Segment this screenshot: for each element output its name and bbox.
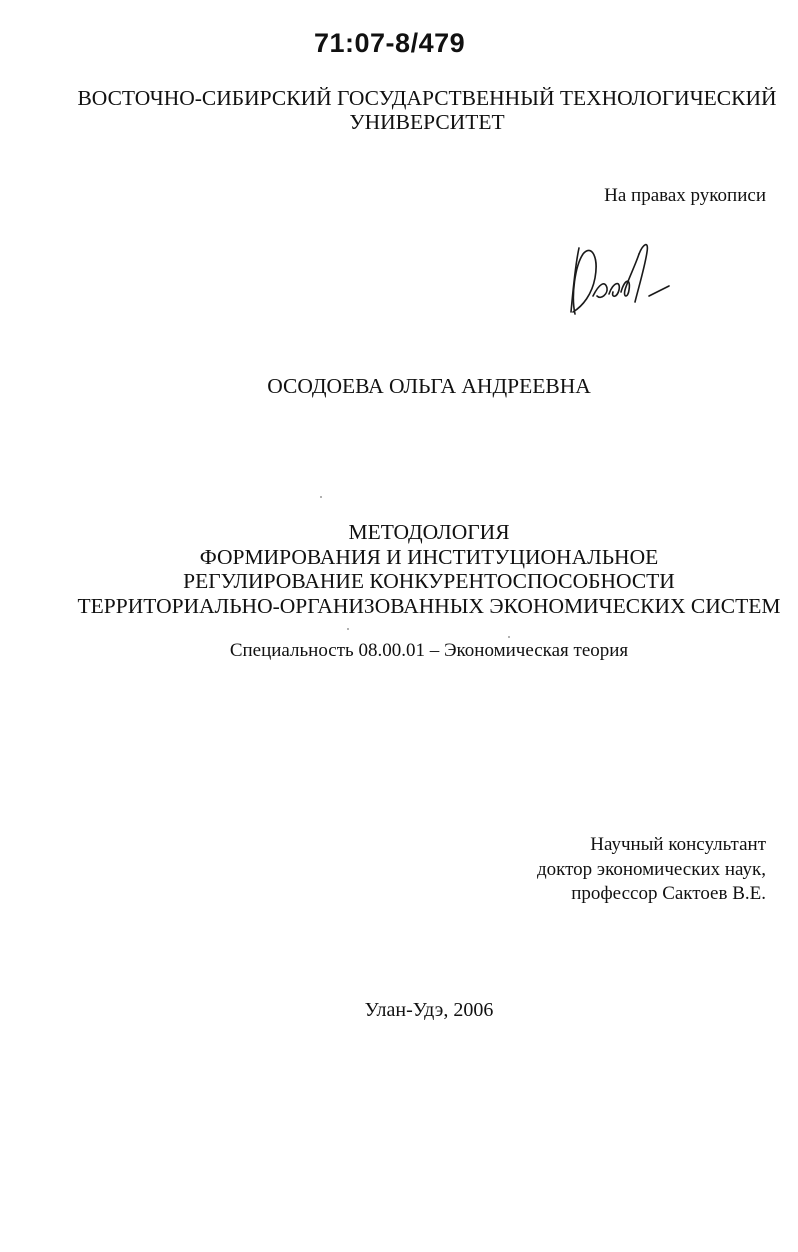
handwritten-signature: [565, 236, 685, 320]
scan-speck: [320, 496, 322, 498]
scientific-consultant: [537, 833, 766, 907]
specialty: Специальность 08.00.01 – Экономическая теория: [229, 640, 629, 661]
author-name: ОСОДОЕВА ОЛЬГА АНДРЕЕВНА: [267, 374, 591, 398]
archive-code: 71:07-8/479: [314, 28, 466, 58]
city-year: Улан-Удэ, 2006: [364, 999, 494, 1021]
manuscript-note: На правах рукописи: [604, 185, 766, 206]
consultant-name: профессор Сактоев В.Е.: [571, 883, 766, 904]
dissertation-title: [30, 520, 798, 618]
title-line: ФОРМИРОВАНИЯ И ИНСТИТУЦИОНАЛЬНОЕ: [199, 544, 659, 569]
consultant-degree: доктор экономических наук,: [536, 858, 766, 880]
scan-speck: [347, 628, 349, 630]
title-line: ТЕРРИТОРИАЛЬНО-ОРГАНИЗОВАННЫХ ЭКОНОМИЧЕСКИХ СИСТЕМ: [77, 593, 781, 618]
university-line-1: ВОСТОЧНО-СИБИРСКИЙ ГОСУДАРСТВЕННЫЙ ТЕХНОЛОГИЧЕСКИЙ: [77, 86, 777, 110]
consultant-role: Научный консультант: [590, 834, 766, 855]
university-name: [28, 86, 798, 134]
university-line-2: УНИВЕРСИТЕТ: [349, 110, 505, 134]
scan-speck: [508, 636, 510, 638]
title-line: МЕТОДОЛОГИЯ: [348, 520, 510, 544]
title-line: РЕГУЛИРОВАНИЕ КОНКУРЕНТОСПОСОБНОСТИ: [183, 569, 675, 593]
